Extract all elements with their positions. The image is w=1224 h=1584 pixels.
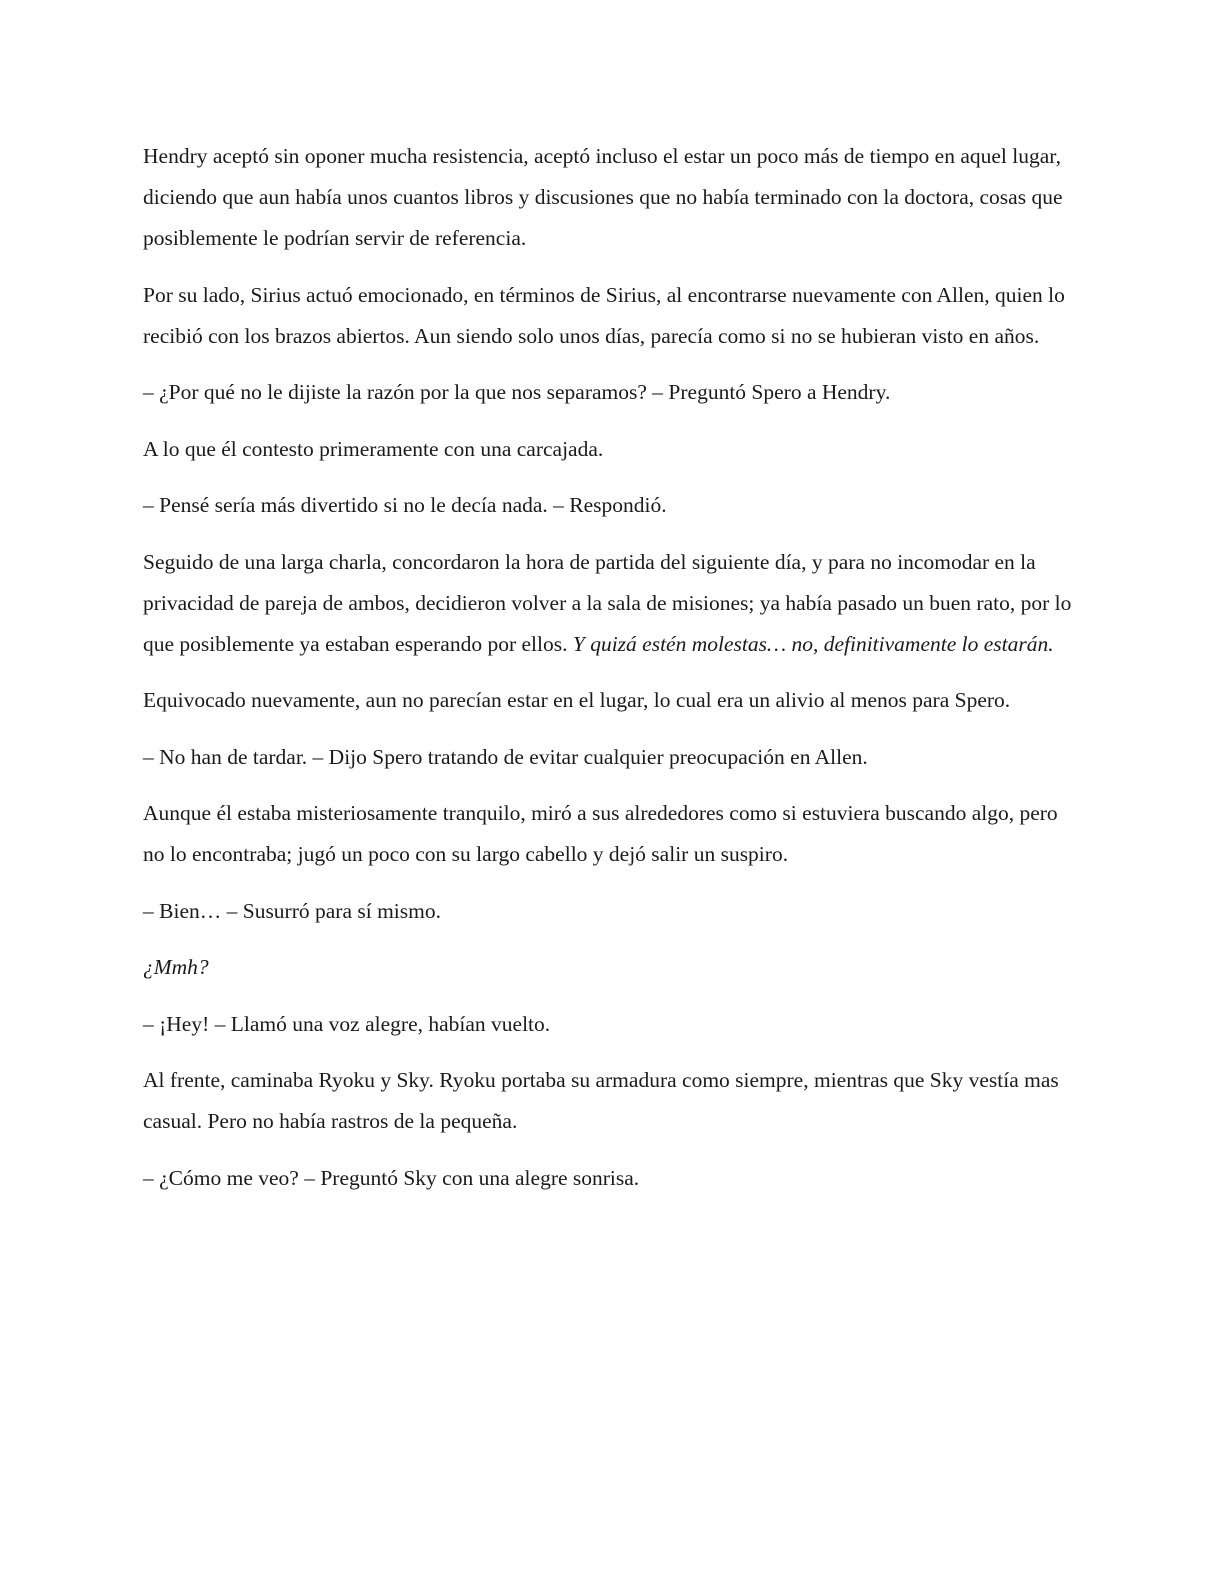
paragraph-4 xyxy=(143,429,1073,470)
dialogue-line-4 xyxy=(143,891,1073,932)
paragraph-text: A lo que él contesto primeramente con una carcajada. xyxy=(143,436,604,461)
paragraph-text: ¿Mmh? xyxy=(143,955,209,979)
paragraph-1 xyxy=(143,136,1073,259)
italic-thought-line xyxy=(143,947,1073,988)
dialogue-line-3 xyxy=(143,737,1073,778)
paragraph-text: Por su lado, Sirius actuó emocionado, en términos de Sirius, al encontrarse nuevamente con Allen, quien lo recibió con los brazos abiertos. Aun siendo solo unos días, parecía como si no se hubieran visto en años. xyxy=(143,282,1065,348)
paragraph-6 xyxy=(143,542,1073,665)
paragraph-text: Seguido de una larga charla, concordaron la hora de partida del siguiente día, y para no incomodar en la privacidad de pareja de ambos, decidieron volver a la sala de misiones; ya había pasado un buen rato, por lo que posiblemente ya estaban esperando por ellos. xyxy=(143,549,1072,656)
paragraph-text: – No han de tardar. – Dijo Spero tratando de evitar cualquier preocupación en Allen. xyxy=(143,744,868,769)
italic-thought: Y quizá estén molestas… no, definitivamente lo estarán. xyxy=(572,631,1054,656)
paragraph-7 xyxy=(143,680,1073,721)
document-body xyxy=(143,136,1073,1214)
dialogue-line-5 xyxy=(143,1004,1073,1045)
paragraph-text: Aunque él estaba misteriosamente tranquilo, miró a sus alrededores como si estuviera buscando algo, pero no lo encontraba; jugó un poco con su largo cabello y dejó salir un suspiro. xyxy=(143,801,1058,866)
paragraph-2 xyxy=(143,275,1073,357)
dialogue-line-2 xyxy=(143,485,1073,526)
paragraph-text: Al frente, caminaba Ryoku y Sky. Ryoku portaba su armadura como siempre, mientras que Sky vestía mas casual. Pero no había rastros de la pequeña. xyxy=(143,1068,1059,1133)
paragraph-text: – ¿Por qué no le dijiste la razón por la que nos separamos? – Preguntó Spero a Hendry. xyxy=(143,380,891,404)
paragraph-9 xyxy=(143,793,1073,875)
paragraph-text: – Pensé sería más divertido si no le decía nada. – Respondió. xyxy=(143,493,667,517)
paragraph-text: Hendry aceptó sin oponer mucha resistencia, aceptó incluso el estar un poco más de tiempo en aquel lugar, diciendo que aun había unos cuantos libros y discusiones que no había terminado con la doctora, cosas que posiblemente le podrían servir de referencia. xyxy=(143,144,1063,250)
paragraph-text: – ¿Cómo me veo? – Preguntó Sky con una alegre sonrisa. xyxy=(143,1165,640,1190)
paragraph-13 xyxy=(143,1060,1073,1142)
paragraph-text: – ¡Hey! – Llamó una voz alegre, habían vuelto. xyxy=(143,1011,551,1036)
paragraph-text: – Bien… – Susurró para sí mismo. xyxy=(143,898,441,923)
dialogue-line-6 xyxy=(143,1158,1073,1199)
dialogue-line-1 xyxy=(143,372,1073,413)
paragraph-text: Equivocado nuevamente, aun no parecían estar en el lugar, lo cual era un alivio al menos para Spero. xyxy=(143,688,1011,712)
